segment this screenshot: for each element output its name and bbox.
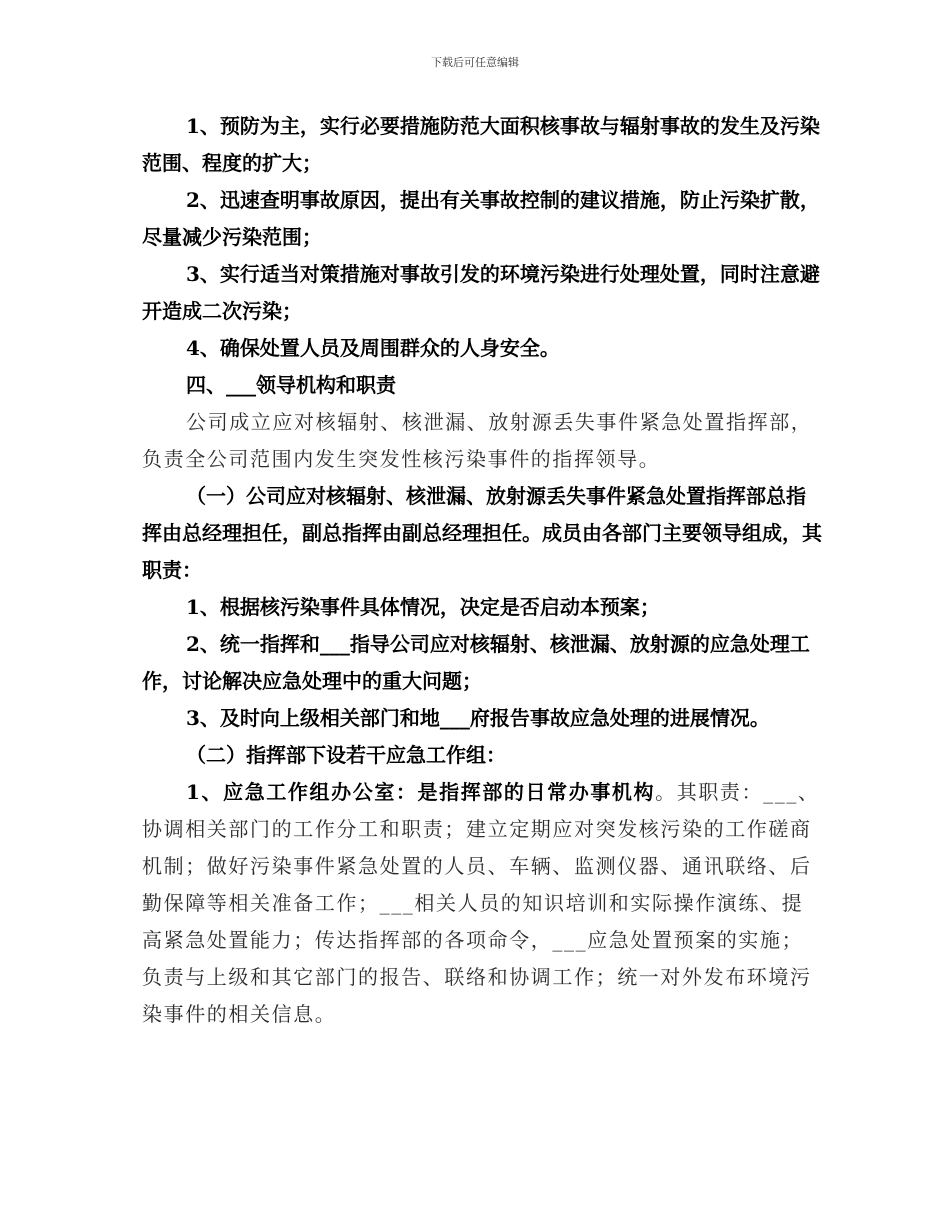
paragraph-prevention: 1、预防为主，实行必要措施防范大面积核事故与辐射事故的发生及污染范围、程度的扩大；	[142, 114, 820, 175]
paragraph-command-center: 公司成立应对核辐射、核泄漏、放射源丢失事件紧急处置指挥部，负责全公司范围内发生突发性核污染事件的指挥领导。	[142, 410, 813, 471]
paragraph-countermeasures: 3、实行适当对策措施对事故引发的环境污染进行处理处置，同时注意避开造成二次污染；	[142, 262, 820, 323]
paragraph-duty-decide: 1、根据核污染事件具体情况，决定是否启动本预案；	[186, 595, 660, 619]
page-header: 下载后可任意编辑	[431, 56, 519, 69]
paragraph-office	[142, 774, 824, 1033]
document-body	[142, 108, 824, 1033]
section-heading-leadership: 四、___领导机构和职责	[186, 373, 396, 397]
paragraph-investigate: 2、迅速查明事故原因，提出有关事故控制的建议措施，防止污染扩散，尽量减少污染范围；	[142, 188, 820, 249]
office-title: 1、应急工作组办公室：是指挥部的日常办事机构	[186, 780, 656, 804]
paragraph-duty-report: 3、及时向上级相关部门和地___府报告事故应急处理的进展情况。	[186, 706, 770, 730]
office-duties: 。其职责：___、协调相关部门的工作分工和职责；建立定期应对突发核污染的工作磋商机制；做好污染事件紧急处置的人员、车辆、监测仪器、通讯联络、后勤保障等相关准备工作；___相关人员的知识培训和实际操作演练、提高紧急处置能力；传达指挥部的各项命令，___应急处置预案的实施；负责与上级和其它部门的报告、联络和协调工作；统一对外发布环境污染事件的相关信息。	[142, 780, 820, 1026]
paragraph-commander: （一）公司应对核辐射、核泄漏、放射源丢失事件紧急处置指挥部总指挥由总经理担任，副总指挥由副总经理担任。成员由各部门主要领导组成，其职责：	[142, 484, 822, 582]
paragraph-duty-command: 2、统一指挥和___指导公司应对核辐射、核泄漏、放射源的应急处理工作，讨论解决应急处理中的重大问题；	[142, 632, 810, 693]
paragraph-safety: 4、确保处置人员及周围群众的人身安全。	[186, 336, 560, 360]
paragraph-workgroups: （二）指挥部下设若干应急工作组：	[186, 743, 506, 767]
